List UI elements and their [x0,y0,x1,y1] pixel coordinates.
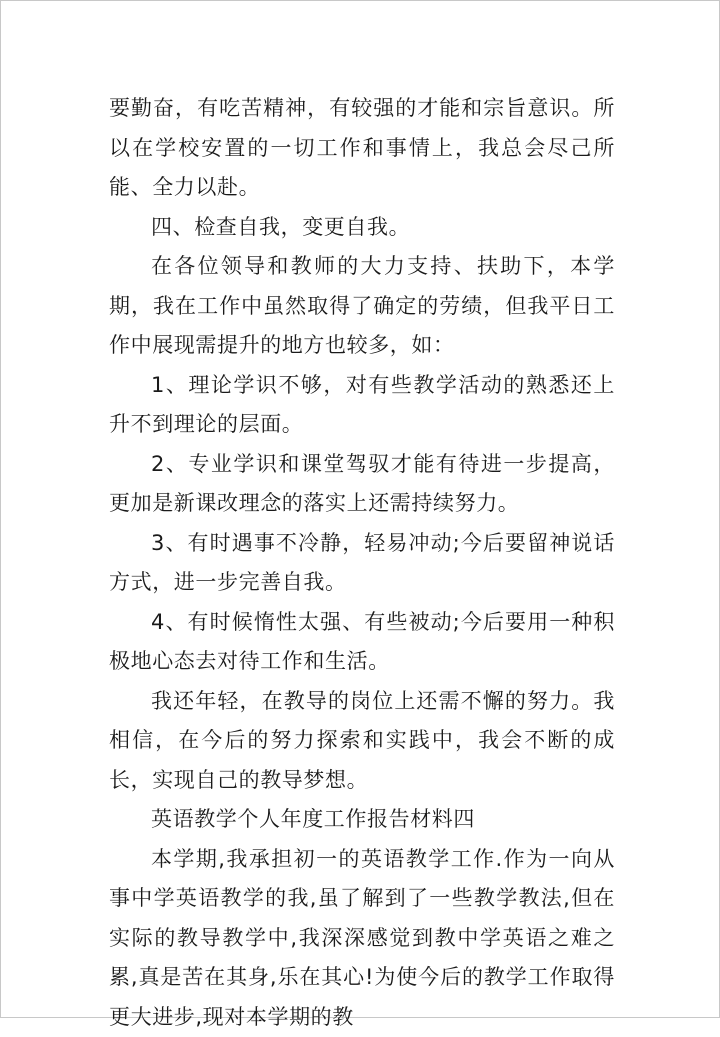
document-body [109,89,615,1037]
section-title: 英语教学个人年度工作报告材料四 [109,800,615,840]
paragraph-continuation: 要勤奋，有吃苦精神，有较强的才能和宗旨意识。所以在学校安置的一切工作和事情上，我总会尽己所能、全力以赴。 [109,89,615,208]
paragraph-new-section: 本学期,我承担初一的英语教学工作.作为一向从事中学英语教学的我,虽了解到了一些教学教法,但在实际的教导教学中,我深深感觉到教中学英语之难之累,真是苦在其身,乐在其心!为使今后的教学工作取得更大进步,现对本学期的教 [109,840,615,1037]
section-heading-four: 四、检查自我，变更自我。 [109,208,615,248]
list-item-2: 2、专业学识和课堂驾驭才能有待进一步提高，更加是新课改理念的落实上还需持续努力。 [109,445,615,524]
paragraph-closing: 我还年轻，在教导的岗位上还需不懈的努力。我相信，在今后的努力探索和实践中，我会不断的成长，实现自己的教导梦想。 [109,682,615,801]
list-item-4: 4、有时候惰性太强、有些被动;今后要用一种积极地心态去对待工作和生活。 [109,603,615,682]
paragraph-intro: 在各位领导和教师的大力支持、扶助下，本学期，我在工作中虽然取得了确定的劳绩，但我平日工作中展现需提升的地方也较多，如： [109,247,615,366]
list-item-3: 3、有时遇事不冷静，轻易冲动;今后要留神说话方式，进一步完善自我。 [109,524,615,603]
list-item-1: 1、理论学识不够，对有些教学活动的熟悉还上升不到理论的层面。 [109,366,615,445]
